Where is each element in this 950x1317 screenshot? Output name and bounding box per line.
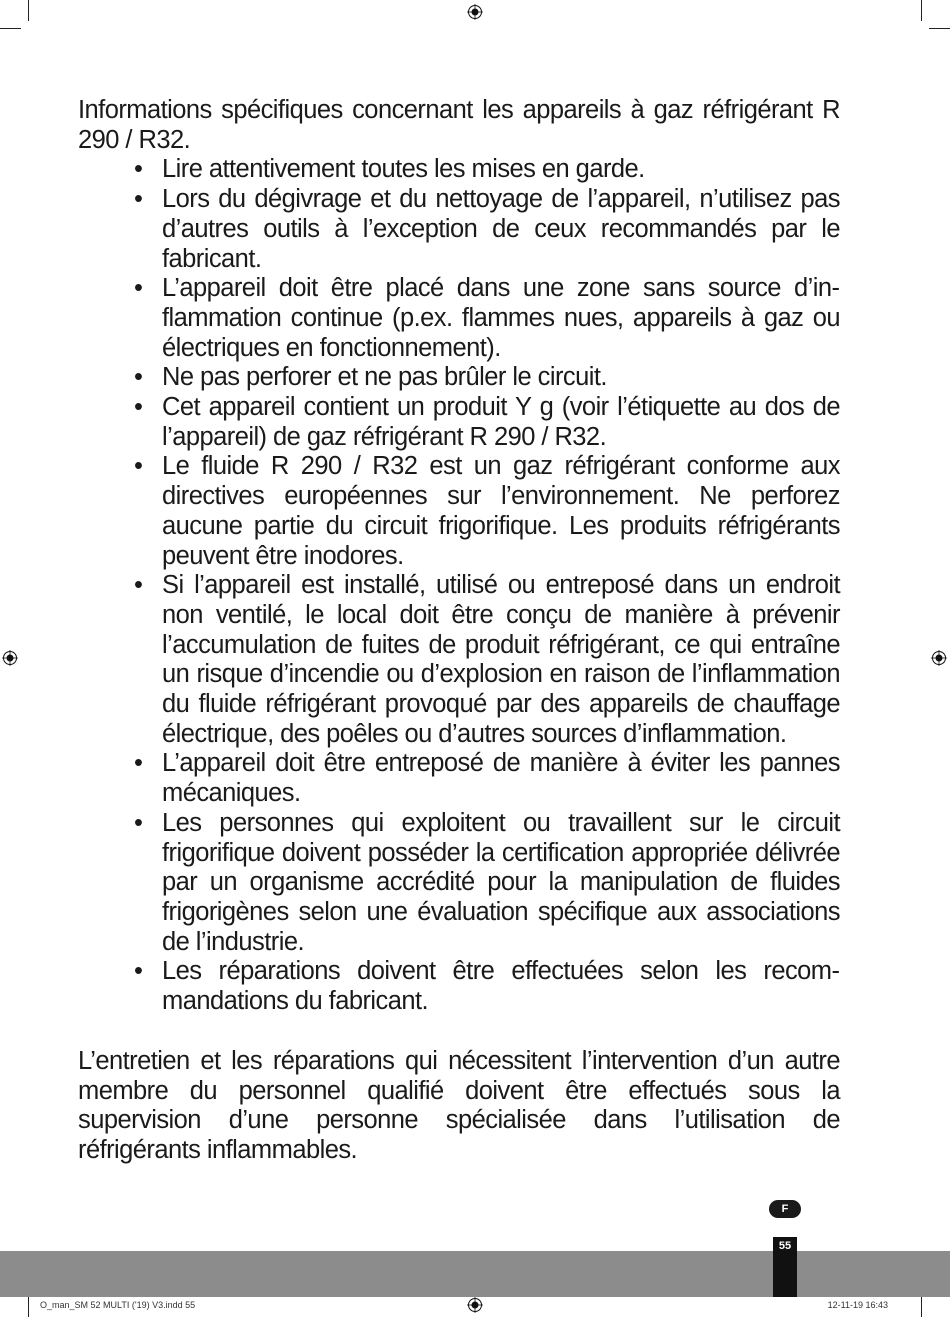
- closing-paragraph: L’entretien et les réparations qui nécessitent l’intervention d’un autre membre du personnel qualifié doivent être effectués sous la supervision d’une personne spécialisée dans l’utilisation de réfrigérants inflammables.: [78, 1046, 840, 1164]
- bullet-text: Le fluide R 290 / R32 est un gaz réfrigérant conforme aux directives européennes sur l’environnement. Ne perforez aucune partie du circuit frigorifique. Les produits réfrigérants peuvent être inodores.: [162, 452, 840, 570]
- bullet-item: [78, 809, 840, 958]
- registration-mark-bottom: [467, 1297, 483, 1313]
- bullet-text: Cet appareil contient un produit Y g (voir l’étiquette au dos de l’appareil) de gaz réfrigérant R 290 / R32.: [162, 393, 840, 451]
- bullet-symbol: •: [134, 274, 143, 303]
- bullet-symbol: •: [134, 155, 143, 184]
- crop-mark-top-right: [921, 0, 922, 21]
- main-text-block: [78, 96, 840, 1166]
- bullet-symbol: •: [134, 393, 143, 422]
- registration-mark-top: [467, 4, 483, 20]
- safety-bullet-list: [78, 155, 840, 1016]
- bullet-text: L’appareil doit être placé dans une zone sans source d’inflammation continue (p.ex. flammes nues, appareils à gaz ou électriques en fonctionnement).: [162, 274, 840, 362]
- registration-mark-left: [2, 650, 18, 666]
- crop-mark-top-left-horizontal: [0, 28, 21, 29]
- bullet-text: L’appareil doit être entreposé de manière à éviter les pannes mécaniques.: [162, 749, 840, 808]
- bullet-text: Lors du dégivrage et du nettoyage de l’appareil, n’utilisez pas d’autres outils à l’exception de ceux recommandés par le fabricant.: [162, 185, 840, 273]
- page-number: 55: [778, 1240, 792, 1252]
- bullet-text: Les réparations doivent être effectuées selon les recommandations du fabricant.: [162, 957, 840, 1016]
- bullet-item: [78, 452, 840, 571]
- bullet-symbol: •: [134, 363, 143, 392]
- crop-mark-bottom-right: [921, 1296, 922, 1317]
- bullet-symbol: •: [134, 808, 143, 837]
- footer-bar: [0, 1251, 950, 1297]
- bullet-symbol: •: [134, 749, 143, 778]
- bullet-item: [78, 155, 840, 185]
- bullet-text: Les personnes qui exploitent ou travaillent sur le circuit frigorifique doivent posséder la certification appropriée délivrée par un organisme accrédité pour la manipulation de fluides frigorigènes selon une évaluation spécifique aux associations de l’industrie.: [162, 808, 840, 956]
- registration-mark-right: [931, 650, 947, 666]
- crop-mark-top-right-horizontal: [929, 28, 950, 29]
- bullet-item: [78, 571, 840, 749]
- bullet-symbol: •: [134, 452, 143, 481]
- language-badge: F: [769, 1200, 801, 1218]
- bullet-text: Ne pas perforer et ne pas brûler le circuit.: [162, 363, 607, 392]
- bullet-item: [78, 185, 840, 274]
- bullet-item: [78, 363, 840, 393]
- bullet-item: [78, 957, 840, 1016]
- bullet-text: Si l’appareil est installé, utilisé ou entreposé dans un endroit non ventilé, le local doit être conçu de manière à prévenir l’accumulation de fuites de produit réfrigérant, ce qui entraîne un risque d’incendie ou d’explosion en raison de l’inflammation du fluide réfrigérant provoqué par des appareils de chauffage électrique, des poêles ou d’autres sources d’inflammation.: [162, 571, 840, 748]
- intro-paragraph: Informations spécifiques concernant les appareils à gaz réfrigérant R 290 / R32.: [78, 96, 840, 154]
- slug-date: 12-11-19 16:43: [827, 1300, 888, 1310]
- bullet-symbol: •: [134, 571, 143, 600]
- bullet-item: [78, 274, 840, 363]
- bullet-symbol: •: [134, 957, 143, 986]
- bullet-item: [78, 393, 840, 452]
- slug-file-name: O_man_SM 52 MULTI ('19) V3.indd 55: [40, 1300, 196, 1310]
- bullet-item: [78, 749, 840, 808]
- bullet-text: Lire attentivement toutes les mises en garde.: [162, 155, 645, 184]
- crop-mark-bottom-left: [28, 1296, 29, 1317]
- bullet-symbol: •: [134, 185, 143, 214]
- crop-mark-top-left: [28, 0, 29, 21]
